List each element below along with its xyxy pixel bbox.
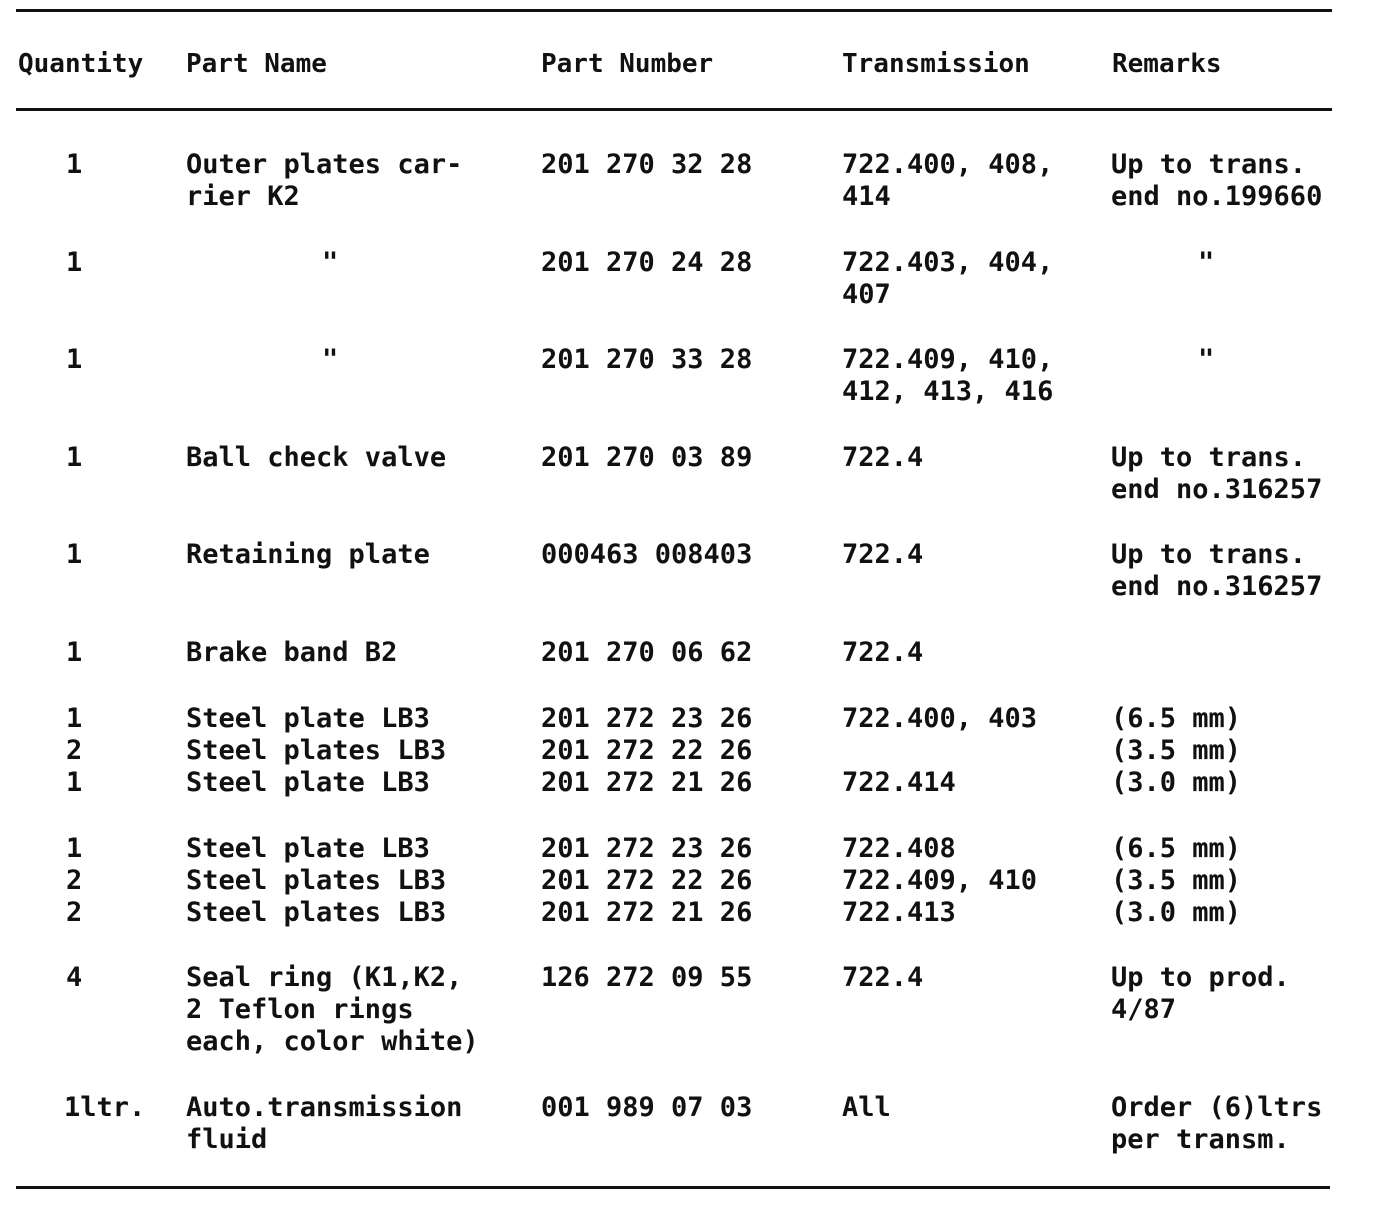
cell-line: Steel plates LB3 [186, 735, 447, 766]
cell-part-number [541, 344, 752, 376]
cell-transmission [842, 1092, 891, 1124]
cell-part-number [541, 149, 752, 181]
cell-line [842, 735, 1037, 767]
cell-part-number [541, 833, 752, 929]
header-rule [16, 108, 1332, 111]
cell-line: Up to trans. [1111, 539, 1307, 570]
cell-line: (3.0 mm) [1111, 897, 1242, 928]
cell-line: 201 272 22 26 [541, 865, 753, 896]
cell-line: All [842, 1092, 891, 1123]
header-part-name: Part Name [186, 49, 327, 79]
cell-line: 201 272 21 26 [541, 767, 753, 798]
cell-line: 2 [66, 897, 83, 928]
cell-transmission [842, 962, 923, 994]
cell-part-name [186, 703, 446, 799]
cell-line: " [1198, 344, 1215, 375]
top-rule [16, 9, 1332, 12]
cell-line: end no.316257 [1111, 474, 1323, 505]
cell-line: 722.409, 410 [842, 865, 1038, 896]
cell-line: Seal ring (K1,K2, [186, 962, 463, 993]
cell-transmission [842, 149, 1053, 213]
cell-part-number [541, 442, 752, 474]
cell-line: 2 [66, 735, 83, 766]
cell-line: Brake band B2 [186, 637, 398, 668]
cell-line: 1 [66, 833, 83, 864]
cell-line: Order (6)ltrs [1111, 1092, 1323, 1123]
cell-part-name [186, 149, 462, 213]
cell-line: " [1198, 247, 1215, 278]
cell-line: end no.316257 [1111, 571, 1323, 602]
cell-part-number [541, 539, 752, 571]
cell-quantity [64, 1092, 145, 1124]
cell-quantity [66, 247, 82, 279]
cell-line: 1 [66, 703, 83, 734]
cell-line: 414 [842, 181, 891, 212]
cell-line: end no.199660 [1111, 181, 1323, 212]
cell-quantity [66, 833, 82, 929]
cell-line: (3.5 mm) [1111, 865, 1242, 896]
cell-line: 722.409, 410, [842, 344, 1054, 375]
cell-part-name [186, 539, 430, 571]
cell-remarks [1111, 962, 1290, 1026]
cell-line: rier K2 [186, 181, 300, 212]
cell-quantity [66, 149, 82, 181]
cell-remarks [1111, 539, 1322, 603]
header-part-number: Part Number [541, 49, 714, 79]
cell-line: fluid [186, 1124, 268, 1155]
cell-line: 722.403, 404, [842, 247, 1054, 278]
cell-line: " [322, 344, 339, 375]
cell-transmission [842, 539, 923, 571]
cell-remarks [1111, 637, 1127, 669]
cell-line: Steel plate LB3 [186, 703, 430, 734]
cell-line: 1 [66, 767, 83, 798]
cell-line: 722.400, 403 [842, 703, 1038, 734]
cell-line: Ball check valve [186, 442, 447, 473]
cell-line: 722.4 [842, 442, 924, 473]
cell-remarks [1111, 1092, 1322, 1156]
cell-line: (3.5 mm) [1111, 735, 1242, 766]
cell-line: each, color white) [186, 1026, 479, 1057]
cell-line: 1ltr. [64, 1092, 146, 1123]
cell-remarks [1198, 247, 1214, 279]
cell-transmission [842, 637, 923, 669]
cell-quantity [66, 637, 82, 669]
cell-line: 1 [66, 149, 83, 180]
cell-part-name [186, 637, 397, 669]
cell-line: 407 [842, 279, 891, 310]
cell-line: 722.4 [842, 962, 924, 993]
cell-line: " [322, 247, 339, 278]
cell-remarks [1111, 703, 1241, 799]
cell-line: Up to trans. [1111, 149, 1307, 180]
cell-line: 1 [66, 344, 83, 375]
cell-line [1111, 637, 1127, 669]
cell-line: Outer plates car- [186, 149, 463, 180]
cell-line: 001 989 07 03 [541, 1092, 753, 1123]
cell-line: 1 [66, 539, 83, 570]
cell-line: 201 270 06 62 [541, 637, 753, 668]
cell-line: per transm. [1111, 1124, 1290, 1155]
cell-remarks [1198, 344, 1214, 376]
cell-quantity [66, 344, 82, 376]
cell-line: 201 272 23 26 [541, 833, 753, 864]
cell-line: 4/87 [1111, 994, 1177, 1025]
cell-line: Auto.transmission [186, 1092, 463, 1123]
cell-quantity [66, 962, 82, 994]
cell-line: (6.5 mm) [1111, 703, 1242, 734]
cell-part-name [186, 962, 479, 1058]
cell-line: 2 Teflon rings [186, 994, 414, 1025]
cell-remarks [1111, 442, 1322, 506]
cell-line: 4 [66, 962, 83, 993]
cell-quantity [66, 539, 82, 571]
cell-line: 722.400, 408, [842, 149, 1054, 180]
cell-line: (6.5 mm) [1111, 833, 1242, 864]
cell-part-number [541, 703, 752, 799]
cell-line: 722.413 [842, 897, 956, 928]
cell-line: 201 270 24 28 [541, 247, 753, 278]
cell-part-name [186, 442, 446, 474]
cell-transmission [842, 247, 1053, 311]
cell-line: 201 270 32 28 [541, 149, 753, 180]
cell-line: Steel plates LB3 [186, 897, 447, 928]
cell-line: 722.4 [842, 539, 924, 570]
cell-line: Up to prod. [1111, 962, 1290, 993]
cell-remarks [1111, 149, 1322, 213]
cell-part-number [541, 247, 752, 279]
cell-line: Steel plate LB3 [186, 767, 430, 798]
cell-quantity [66, 442, 82, 474]
cell-part-name [186, 833, 446, 929]
cell-line: 1 [66, 442, 83, 473]
cell-line: 1 [66, 247, 83, 278]
cell-transmission [842, 442, 923, 474]
cell-part-name [322, 344, 338, 376]
cell-line: 201 270 33 28 [541, 344, 753, 375]
cell-line: 722.414 [842, 767, 956, 798]
cell-line: Up to trans. [1111, 442, 1307, 473]
cell-line: 201 272 23 26 [541, 703, 753, 734]
cell-line: 722.408 [842, 833, 956, 864]
header-transmission: Transmission [842, 49, 1030, 79]
cell-part-name [322, 247, 338, 279]
cell-remarks [1111, 833, 1241, 929]
cell-quantity [66, 703, 82, 799]
cell-line: 722.4 [842, 637, 924, 668]
cell-part-number [541, 637, 752, 669]
cell-line: 1 [66, 637, 83, 668]
cell-line: Steel plates LB3 [186, 865, 447, 896]
cell-line: (3.0 mm) [1111, 767, 1242, 798]
cell-line: 201 272 21 26 [541, 897, 753, 928]
cell-transmission [842, 344, 1053, 408]
cell-part-name [186, 1092, 462, 1156]
cell-line: 201 272 22 26 [541, 735, 753, 766]
header-remarks: Remarks [1112, 49, 1222, 79]
header-quantity: Quantity [18, 49, 144, 79]
cell-part-number [541, 1092, 752, 1124]
cell-line: Retaining plate [186, 539, 430, 570]
cell-line: 000463 008403 [541, 539, 753, 570]
cell-line: 2 [66, 865, 83, 896]
cell-line: 412, 413, 416 [842, 376, 1054, 407]
cell-transmission [842, 833, 1037, 929]
bottom-rule [16, 1186, 1330, 1189]
cell-line: Steel plate LB3 [186, 833, 430, 864]
cell-line: 201 270 03 89 [541, 442, 753, 473]
cell-part-number [541, 962, 752, 994]
cell-transmission [842, 703, 1037, 799]
cell-line: 126 272 09 55 [541, 962, 753, 993]
